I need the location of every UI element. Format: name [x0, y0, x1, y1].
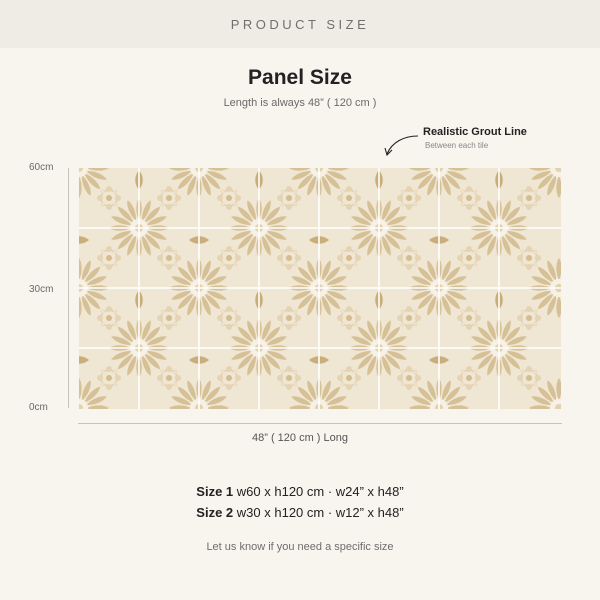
- header-title: PRODUCT SIZE: [230, 16, 370, 32]
- size-2-spec: w30 x h120 cm · w12” x h48”: [236, 505, 404, 520]
- grout-title: Realistic Grout Line: [423, 126, 527, 138]
- tick-label-30cm: 30cm: [29, 284, 54, 295]
- custom-size-note: Let us know if you need a specific size: [206, 541, 394, 553]
- tick-label-0cm: 0cm: [29, 402, 48, 413]
- length-label: 48” ( 120 cm ) Long: [252, 432, 348, 444]
- tile-panel-image: [79, 168, 561, 409]
- size-1-name: Size 1: [196, 484, 234, 499]
- height-axis-line: [68, 168, 69, 408]
- curved-arrow-icon: [382, 128, 422, 156]
- header-band: [0, 0, 600, 48]
- panel-subtitle: Length is always 48” ( 120 cm ): [223, 97, 377, 109]
- grout-callout: [382, 124, 552, 164]
- size-line-1: [0, 484, 600, 499]
- length-axis-line: [78, 423, 562, 424]
- tick-label-60cm: 60cm: [29, 162, 54, 173]
- panel-title: Panel Size: [248, 66, 352, 89]
- size-1-spec: w60 x h120 cm · w24” x h48”: [236, 484, 404, 499]
- size-line-2: [0, 505, 600, 520]
- size-2-name: Size 2: [196, 505, 234, 520]
- grout-subtitle: Between each tile: [425, 141, 489, 150]
